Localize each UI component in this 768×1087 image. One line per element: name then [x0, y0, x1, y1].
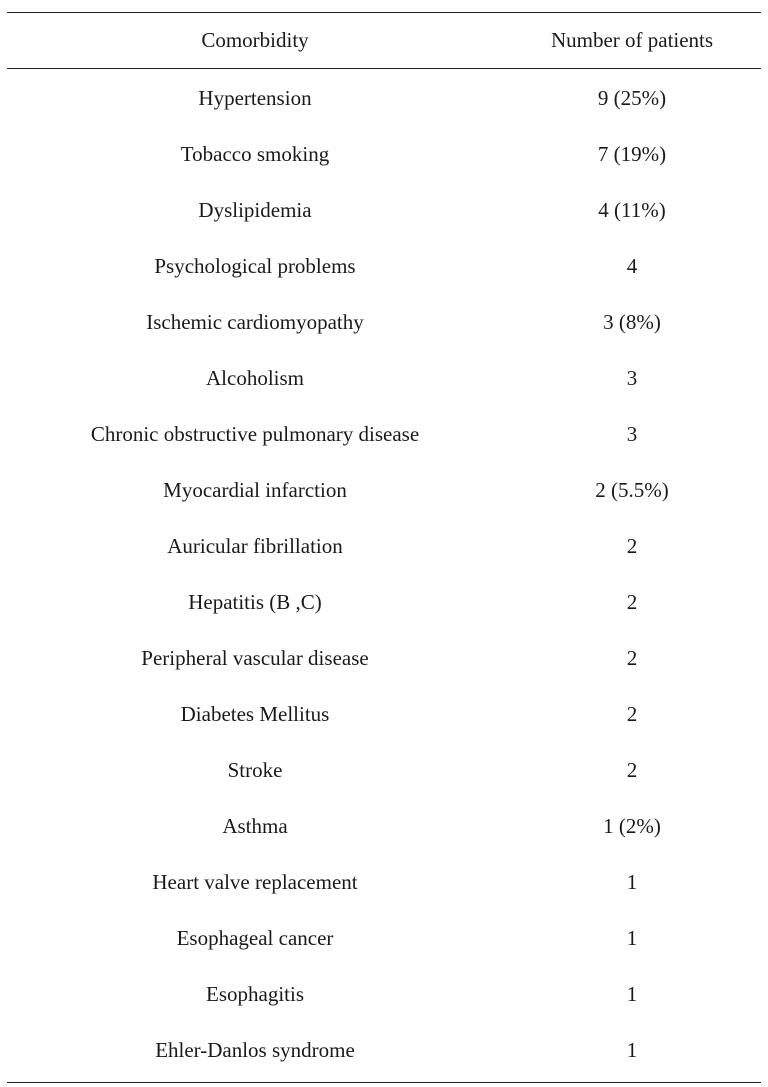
patients-cell: 1: [626, 981, 638, 1006]
patients-cell: 3 (8%): [603, 309, 661, 334]
table-row: [7, 238, 761, 294]
patients-cell: 2: [626, 533, 638, 558]
comorbidity-cell: Hypertension: [198, 85, 312, 110]
table-body: [7, 69, 761, 1082]
patients-cell: 1: [626, 1037, 638, 1062]
table-row: [7, 294, 761, 350]
table-bottom-rule: [7, 1082, 761, 1083]
table-row: [7, 406, 761, 462]
comorbidity-cell: Stroke: [227, 757, 283, 782]
table-row: [7, 182, 761, 238]
table-row: [7, 1022, 761, 1078]
patients-cell: 7 (19%): [597, 141, 667, 166]
patients-cell: 2: [626, 701, 638, 726]
comorbidity-cell: Tobacco smoking: [180, 141, 330, 166]
table-row: [7, 350, 761, 406]
table-row: [7, 798, 761, 854]
comorbidity-cell: Psychological problems: [154, 253, 356, 278]
comorbidity-table: [7, 12, 761, 1083]
comorbidity-cell: Chronic obstructive pulmonary disease: [90, 421, 420, 446]
patients-cell: 2 (5.5%): [595, 477, 669, 502]
patients-cell: 3: [626, 421, 638, 446]
patients-cell: 4 (11%): [598, 197, 666, 222]
comorbidity-cell: Ehler-Danlos syndrome: [155, 1037, 355, 1062]
comorbidity-cell: Hepatitis (B ,C): [188, 589, 322, 614]
comorbidity-cell: Myocardial infarction: [163, 477, 347, 502]
table-row: [7, 630, 761, 686]
patients-cell: 2: [626, 757, 638, 782]
header-number-of-patients: Number of patients: [550, 28, 714, 52]
patients-cell: 2: [626, 589, 638, 614]
comorbidity-cell: Alcoholism: [206, 365, 304, 390]
patients-cell: 9 (25%): [597, 85, 667, 110]
table-row: [7, 854, 761, 910]
table-row: [7, 910, 761, 966]
table-row: [7, 518, 761, 574]
patients-cell: 4: [626, 253, 638, 278]
comorbidity-cell: Peripheral vascular disease: [141, 645, 369, 670]
patients-cell: 3: [626, 365, 638, 390]
table-header-row: [7, 13, 761, 68]
table-row: [7, 686, 761, 742]
table-row: [7, 126, 761, 182]
comorbidity-cell: Dyslipidemia: [198, 197, 312, 222]
header-comorbidity: Comorbidity: [201, 28, 309, 52]
table-row: [7, 70, 761, 126]
table-row: [7, 462, 761, 518]
table-row: [7, 742, 761, 798]
patients-cell: 1 (2%): [603, 813, 661, 838]
comorbidity-cell: Diabetes Mellitus: [180, 701, 330, 726]
patients-cell: 2: [626, 645, 638, 670]
comorbidity-cell: Heart valve replacement: [152, 869, 358, 894]
comorbidity-cell: Auricular fibrillation: [167, 533, 343, 558]
patients-cell: 1: [626, 925, 638, 950]
comorbidity-cell: Ischemic cardiomyopathy: [146, 309, 364, 334]
comorbidity-cell: Esophagitis: [206, 981, 304, 1006]
comorbidity-cell: Esophageal cancer: [176, 925, 334, 950]
table-row: [7, 574, 761, 630]
table-row: [7, 966, 761, 1022]
comorbidity-cell: Asthma: [222, 813, 288, 838]
patients-cell: 1: [626, 869, 638, 894]
